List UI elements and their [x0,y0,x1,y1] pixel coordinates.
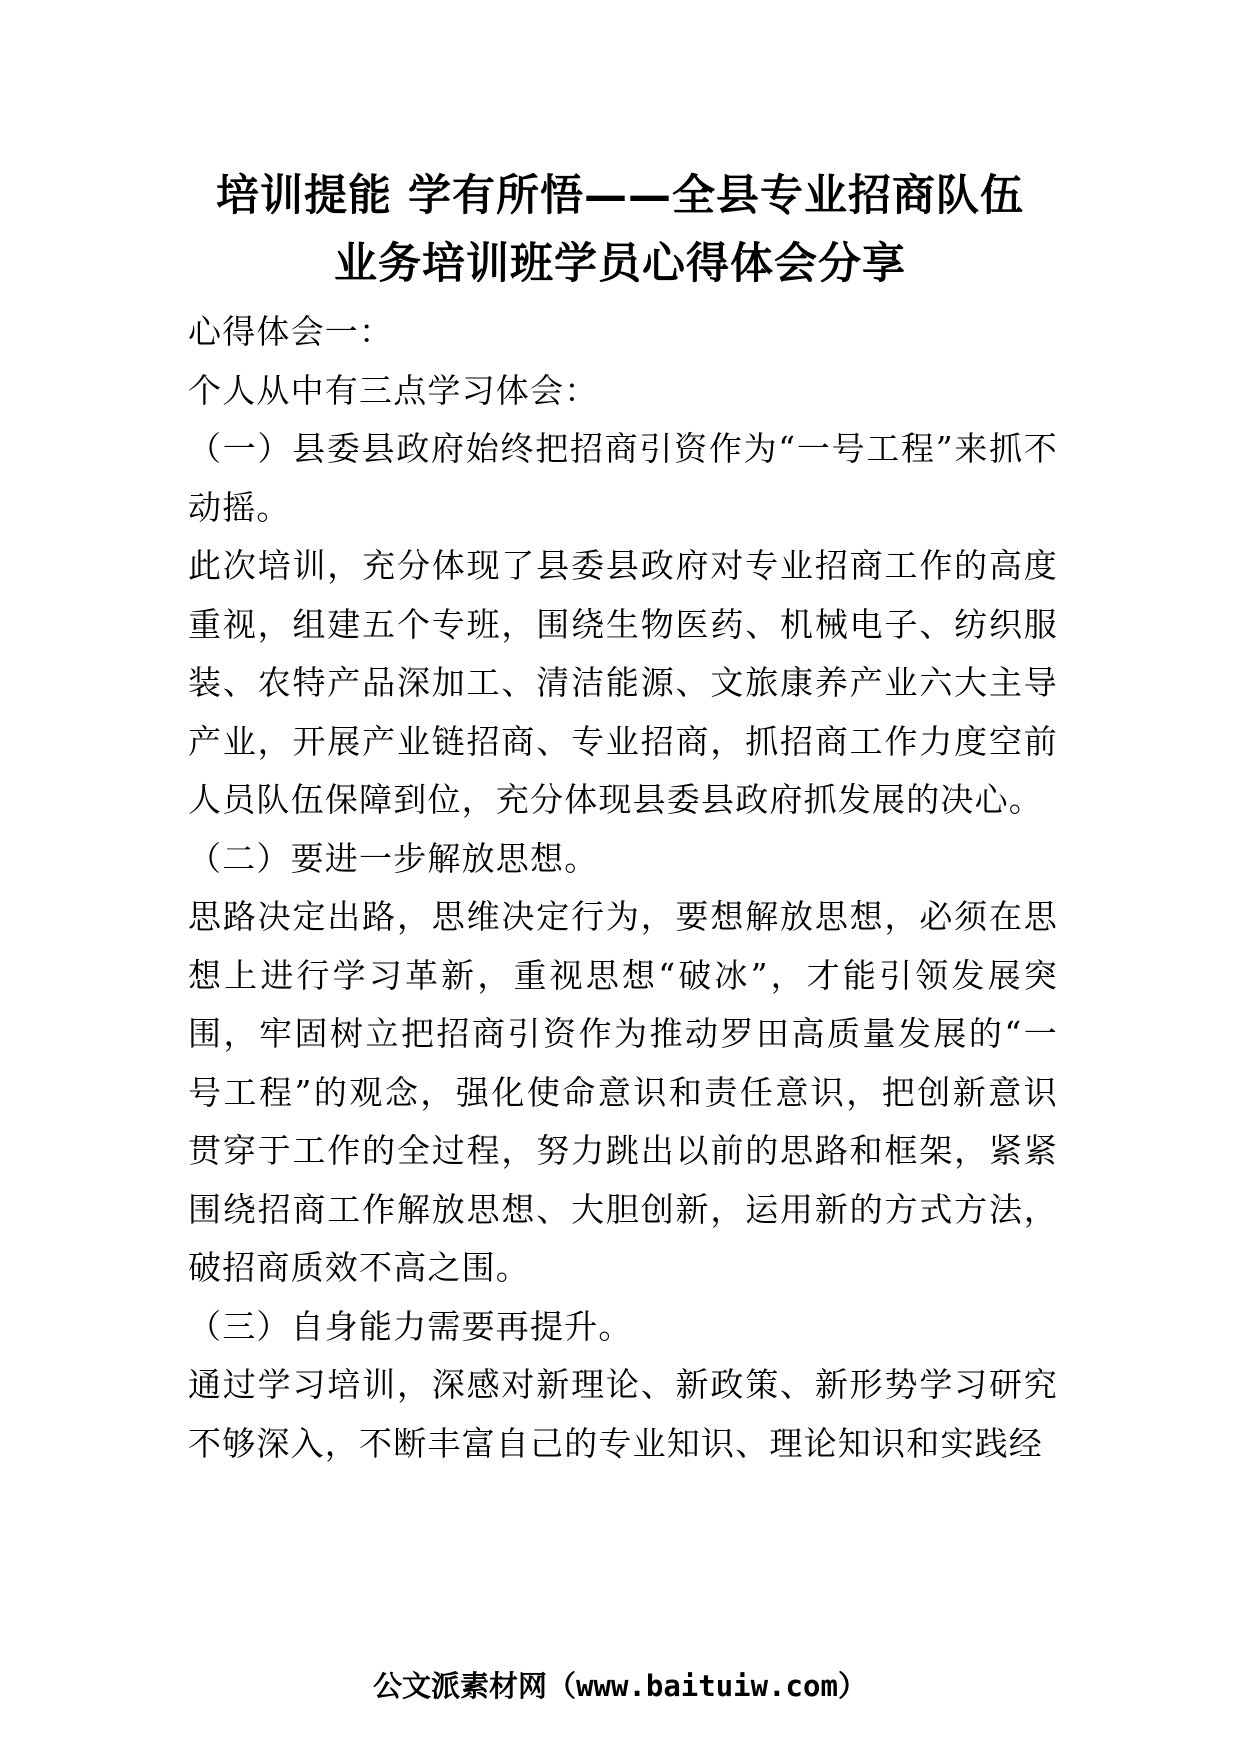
title-line-1: 培训提能 学有所悟——全县专业招商队伍 [216,171,1024,221]
document-body [188,303,1058,1473]
footer-watermark: 公文派素材网（www.baituiw.com） [373,1669,867,1703]
point-two-heading: （二）要进一步解放思想。 [188,838,599,878]
point-two-paragraph: 思路决定出路，思维决定行为，要想解放思想，必须在思想上进行学习革新，重视思想“破冰”，才能引领发展突围，牢固树立把招商引资作为推动罗田高质量发展的“一号工程”的观念，强化使命意识和责任意识，把创新意识贯穿于工作的全过程，努力跳出以前的思路和框架，紧紧围绕招商工作解放思想、大胆创新，运用新的方式方法，破招商质效不高之围。 [188,897,1058,1287]
intro-paragraph: 个人从中有三点学习体会： [188,370,599,410]
section-heading: 心得体会一： [188,312,394,351]
title-line-2: 业务培训班学员心得体会分享 [334,239,906,289]
document-title [150,162,1090,298]
point-one-paragraph: 此次培训，充分体现了县委县政府对专业招商工作的高度重视，组建五个专班，围绕生物医药、机械电子、纺织服装、农特产品深加工、清洁能源、文旅康养产业六大主导产业，开展产业链招商、专业招商，抓招商工作力度空前人员队伍保障到位，充分体现县委县政府抓发展的决心。 [188,546,1058,819]
point-three-paragraph: 通过学习培训，深感对新理论、新政策、新形势学习研究不够深入，不断丰富自己的专业知识、理论知识和实践经 [188,1365,1058,1463]
point-three-heading: （三）自身能力需要再提升。 [188,1306,633,1346]
point-one-heading: （一）县委县政府始终把招商引资作为“一号工程”来抓不动摇。 [188,429,1058,527]
